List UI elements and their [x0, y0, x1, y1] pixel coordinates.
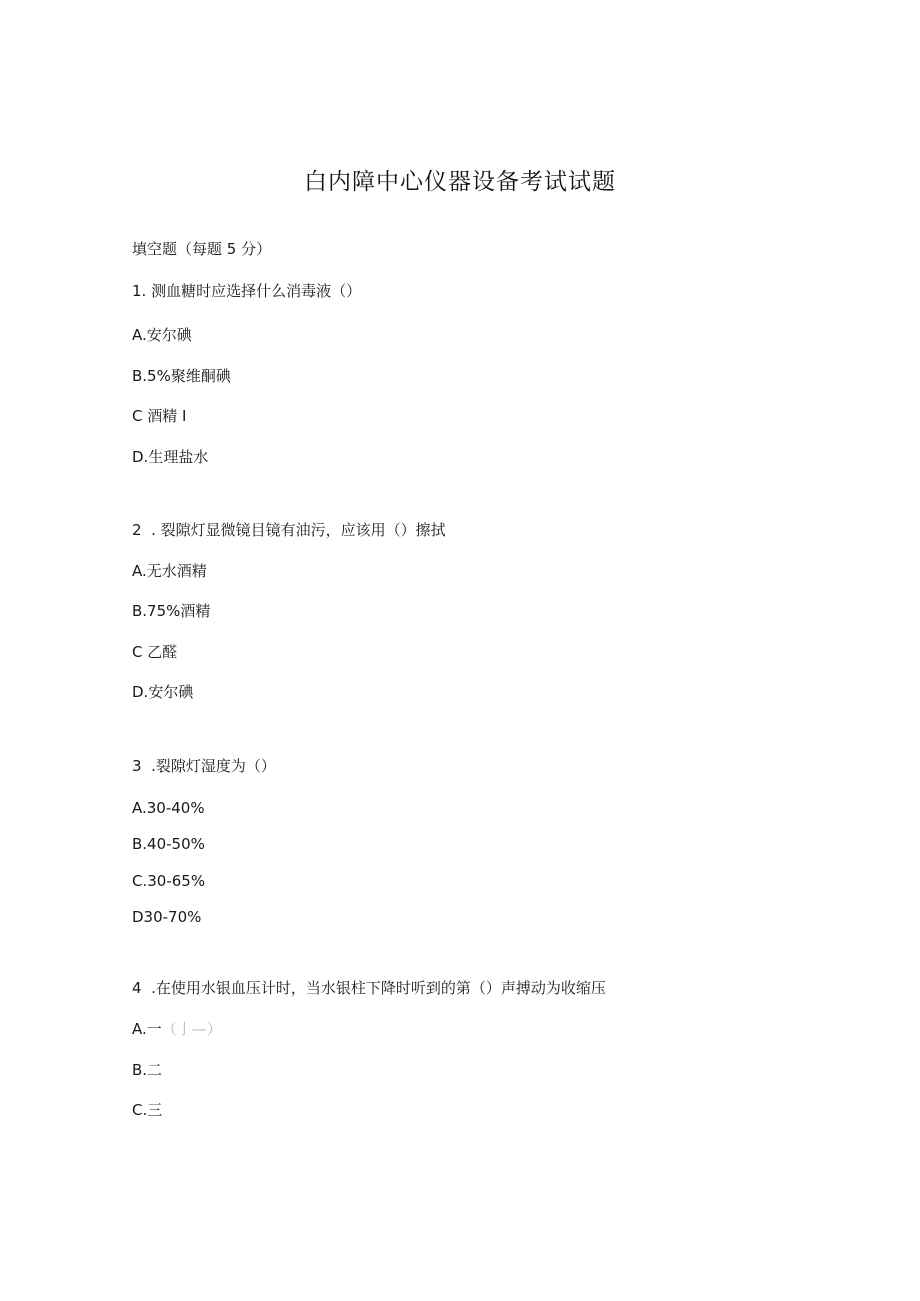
- question-3-option-a: A.30-40%: [132, 799, 205, 817]
- question-2-option-a: A.无水酒精: [132, 562, 207, 580]
- question-2-option-c: C 乙醛: [132, 643, 178, 661]
- question-4-option-b: B.二: [132, 1061, 163, 1079]
- question-3-stem: 3 .裂隙灯湿度为（）: [132, 757, 276, 775]
- question-1-option-b: B.5%聚维酮碘: [132, 367, 231, 385]
- question-4-option-c: C.三: [132, 1101, 163, 1119]
- question-4-option-a: [132, 1019, 222, 1039]
- question-3-option-b: B.40-50%: [132, 835, 205, 853]
- question-1-stem: 1. 测血糖时应选择什么消毒液（）: [132, 282, 362, 300]
- question-4-stem: 4 .在使用水银血压计时，当水银柱下降时听到的第（）声搏动为收缩压: [132, 979, 606, 997]
- question-3-option-c: C.30-65%: [132, 872, 206, 890]
- question-3-option-d: D30-70%: [132, 908, 202, 926]
- page-title: 白内障中心仪器设备考试试题: [304, 169, 616, 195]
- question-1-option-c: C 酒精 I: [132, 407, 187, 425]
- question-2-option-b: B.75%酒精: [132, 602, 211, 620]
- question-1-option-d: D.生理盐水: [132, 448, 209, 466]
- faint-mark: （亅—）: [161, 1020, 222, 1038]
- option-a-text: A.一: [132, 1020, 162, 1038]
- question-2-option-d: D.安尔碘: [132, 683, 194, 701]
- question-2-stem: 2 . 裂隙灯显微镜目镜有油污，应该用（）擦拭: [132, 521, 446, 539]
- section-heading: 填空题（每题 5 分）: [132, 240, 272, 258]
- question-1-option-a: A.安尔碘: [132, 326, 192, 344]
